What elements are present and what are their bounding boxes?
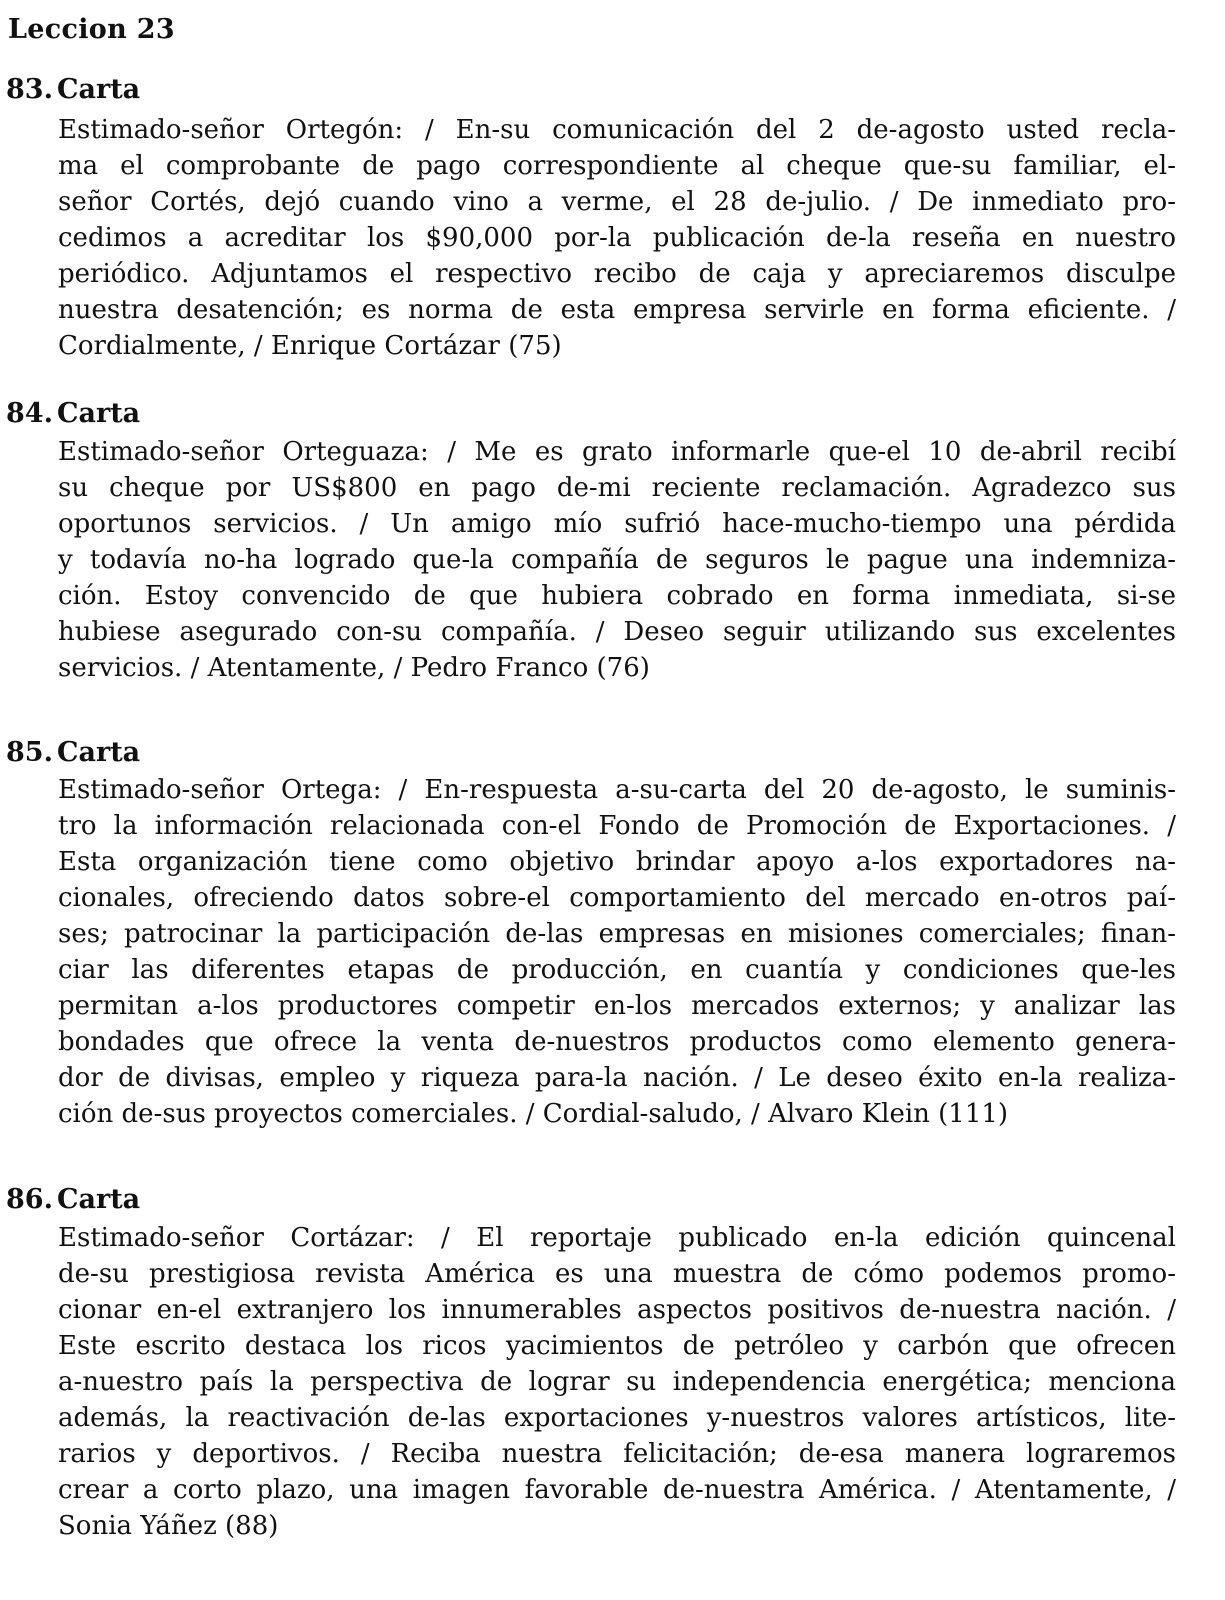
text-line: de-su prestigiosa revista América es una muestra de cómo podemos promo- xyxy=(58,1259,1176,1289)
entry-number: 83. xyxy=(6,74,53,105)
entry-body xyxy=(58,772,1176,1132)
text-line: Estimado-señor Ortegón: / En-su comunicación del 2 de-agosto usted recla- xyxy=(58,115,1176,145)
text-line: crear a corto plazo, una imagen favorable de-nuestra América. / Atentamente, / xyxy=(58,1475,1176,1505)
text-line: cionales, ofreciendo datos sobre-el comportamiento del mercado en-otros paí- xyxy=(58,883,1176,913)
text-line: nuestra desatención; es norma de esta empresa servirle en forma eficiente. / xyxy=(58,295,1176,325)
text-line: oportunos servicios. / Un amigo mío sufrió hace-mucho-tiempo una pérdida xyxy=(58,509,1176,539)
entry-body xyxy=(58,1220,1176,1544)
text-line: ción. Estoy convencido de que hubiera cobrado en forma inmediata, si-se xyxy=(58,581,1176,611)
text-line: cedimos a acreditar los $90,000 por-la publicación de-la reseña en nuestro xyxy=(58,223,1176,253)
text-line: dor de divisas, empleo y riqueza para-la nación. / Le deseo éxito en-la realiza- xyxy=(58,1063,1176,1093)
entry-number: 84. xyxy=(6,398,53,429)
text-line: ma el comprobante de pago correspondiente al cheque que-su familiar, el- xyxy=(58,151,1176,181)
entry-heading xyxy=(6,74,140,105)
text-line: Sonia Yáñez (88) xyxy=(58,1511,279,1541)
text-line: servicios. / Atentamente, / Pedro Franco (76) xyxy=(58,653,650,683)
lesson-title: Leccion 23 xyxy=(8,14,175,45)
text-line: ses; patrocinar la participación de-las empresas en misiones comerciales; finan- xyxy=(58,919,1176,949)
entry-body xyxy=(58,112,1176,364)
entry-body xyxy=(58,434,1176,686)
entry-title: Carta xyxy=(56,1184,141,1215)
text-line: señor Cortés, dejó cuando vino a verme, el 28 de-julio. / De inmediato pro- xyxy=(58,187,1176,217)
entry-heading xyxy=(6,737,140,768)
entry-number: 85. xyxy=(6,737,53,768)
entry-title: Carta xyxy=(56,74,141,105)
text-line: rarios y deportivos. / Reciba nuestra felicitación; de-esa manera lograremos xyxy=(58,1439,1176,1469)
text-line: además, la reactivación de-las exportaciones y-nuestros valores artísticos, lite- xyxy=(58,1403,1176,1433)
entry-title: Carta xyxy=(56,737,141,768)
text-line: Este escrito destaca los ricos yacimientos de petróleo y carbón que ofrecen xyxy=(58,1331,1176,1361)
entry-heading xyxy=(6,1184,140,1215)
text-line: Estimado-señor Ortega: / En-respuesta a-su-carta del 20 de-agosto, le suminis- xyxy=(58,775,1176,805)
text-line: periódico. Adjuntamos el respectivo recibo de caja y apreciaremos disculpe xyxy=(58,259,1176,289)
text-line: Estimado-señor Cortázar: / El reportaje publicado en-la edición quincenal xyxy=(58,1223,1176,1253)
text-line: Esta organización tiene como objetivo brindar apoyo a-los exportadores na- xyxy=(58,847,1176,877)
text-line: hubiese asegurado con-su compañía. / Deseo seguir utilizando sus excelentes xyxy=(58,617,1176,647)
text-line: ción de-sus proyectos comerciales. / Cordial-saludo, / Alvaro Klein (111) xyxy=(58,1099,1009,1129)
text-line: bondades que ofrece la venta de-nuestros productos como elemento genera- xyxy=(58,1027,1176,1057)
text-line: Cordialmente, / Enrique Cortázar (75) xyxy=(58,331,562,361)
text-line: cionar en-el extranjero los innumerables aspectos positivos de-nuestra nación. / xyxy=(58,1295,1176,1325)
text-line: tro la información relacionada con-el Fondo de Promoción de Exportaciones. / xyxy=(58,811,1176,841)
text-line: su cheque por US$800 en pago de-mi reciente reclamación. Agradezco sus xyxy=(58,473,1176,503)
entry-title: Carta xyxy=(56,398,141,429)
text-line: Estimado-señor Orteguaza: / Me es grato informarle que-el 10 de-abril recibí xyxy=(58,437,1176,467)
text-line: y todavía no-ha logrado que-la compañía de seguros le pague una indemniza- xyxy=(58,545,1176,575)
text-line: a-nuestro país la perspectiva de lograr su independencia energética; menciona xyxy=(58,1367,1176,1397)
text-line: permitan a-los productores competir en-los mercados externos; y analizar las xyxy=(58,991,1176,1021)
entry-number: 86. xyxy=(6,1184,53,1215)
text-line: ciar las diferentes etapas de producción, en cuantía y condiciones que-les xyxy=(58,955,1176,985)
entry-heading xyxy=(6,398,140,429)
